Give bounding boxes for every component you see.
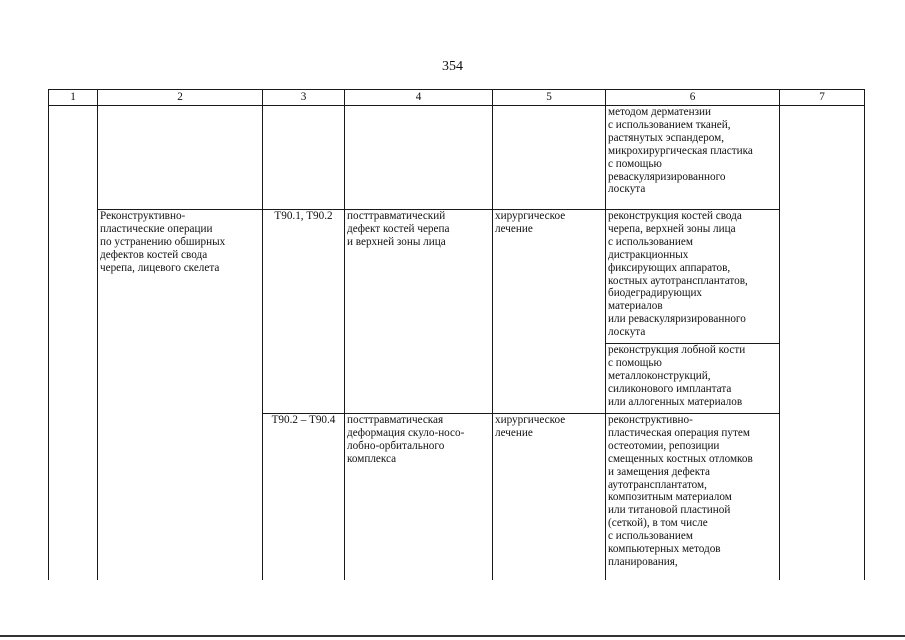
column-7-cell: [780, 106, 865, 580]
treatment-type-cell: хирургическое лечение: [493, 210, 606, 414]
treatment-type-cell: хирургическое лечение: [493, 414, 606, 580]
page-number: 354: [442, 59, 463, 74]
column-header: 3: [263, 90, 345, 106]
column-3-cell: [263, 106, 345, 210]
procedures-table: [48, 89, 865, 580]
column-2-cell: [98, 106, 263, 210]
table-row: [49, 106, 865, 210]
icd-code-cell: T90.1, T90.2: [263, 210, 345, 414]
procedure-cell: реконструктивно- пластическая операция путем остеотомии, репозиции смещенных костных отломков и замещения дефекта аутотрансплантатом, композитным материалом или титановой пластиной (сеткой), в том числе с использованием компьютерных методов планирования,: [606, 414, 780, 580]
page-edge-line: [0, 635, 905, 637]
icd-code-cell: T90.2 – T90.4: [263, 414, 345, 580]
diagnosis-cell: посттравматическая деформация скуло-носо- лобно-орбитального комплекса: [345, 414, 493, 580]
procedure-cell: методом дерматензии с использованием тканей, растянутых эспандером, микрохирургическая пластика с помощью реваскуляризированного лоскута: [606, 106, 780, 210]
column-header: 7: [780, 90, 865, 106]
column-5-cell: [493, 106, 606, 210]
column-header: 4: [345, 90, 493, 106]
table-row: [49, 210, 865, 344]
column-header: 6: [606, 90, 780, 106]
column-header: 5: [493, 90, 606, 106]
column-4-cell: [345, 106, 493, 210]
column-header: 1: [49, 90, 98, 106]
column-1-cell: [49, 106, 98, 580]
diagnosis-cell: посттравматический дефект костей черепа и верхней зоны лица: [345, 210, 493, 414]
column-header: 2: [98, 90, 263, 106]
header-row: [49, 90, 865, 106]
operation-group-cell: Реконструктивно- пластические операции по устранению обширных дефектов костей свода черепа, лицевого скелета: [98, 210, 263, 580]
procedure-cell: реконструкция костей свода черепа, верхней зоны лица с использованием дистракционных фиксирующих аппаратов, костных аутотрансплантатов, биодеградирующих материалов или реваскуляризированного лоскута: [606, 210, 780, 344]
procedure-cell: реконструкция лобной кости с помощью металлоконструкций, силиконового имплантата или аллогенных материалов: [606, 344, 780, 414]
